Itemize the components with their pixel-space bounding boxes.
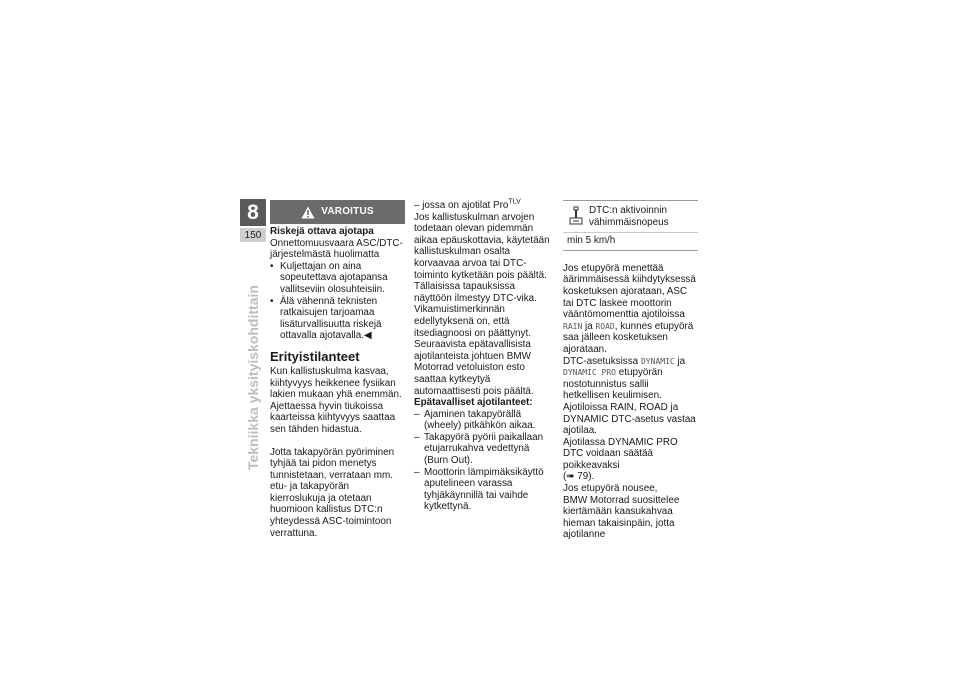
paragraph: Jos kallistuskulman arvojen todetaan olevan pidemmän aikaa epäuskottavia, käytetään kallistuskulman osalta korvaavaa arvoa tai DTC-toiminto kytketään pois päältä. Tällaisissa tapauksissa näyttöön ilmestyy DTC-vika. Vikamuistimerkinnän edellytyksenä on, että itsediagnoosi on päättynyt. [414, 211, 550, 339]
list-item: – Takapyörä pyörii paikallaan etujarrukahva vedettynä (Burn Out). [414, 432, 550, 467]
page-reference[interactable]: (➠ 79). [563, 471, 595, 483]
column-right [563, 200, 698, 541]
spec-table-header [563, 201, 698, 233]
spec-table-heading: DTC:n aktivoinnin vähimmäisnopeus [589, 205, 669, 228]
warning-triangle-icon [301, 206, 315, 219]
chapter-number: 8 [240, 199, 266, 226]
option-superscript: TLV [508, 198, 521, 206]
paragraph: Jotta takapyörän pyöriminen tyhjää tai pidon menetys tunnistetaan, verrataan mm. etu- ja takapyörän kierroslukuja ja otetaan huomioon kallistus DTC:n yhteydessä ASC-toimintoon verrattuna. [270, 446, 395, 539]
section-heading: Erityistilanteet [270, 348, 360, 364]
dash-list [414, 409, 550, 513]
spec-table [563, 200, 698, 251]
column-left [270, 200, 405, 539]
warning-banner [270, 200, 405, 224]
warning-intro: Onnettomuusvaara ASC/DTC-järjestelmästä huolimatta [270, 237, 403, 261]
paragraph [563, 356, 698, 402]
spec-table-value: min 5 km/h [567, 235, 616, 247]
paragraph: Seuraavista epätavallisista ajotilanteista johtuen BMW Motorrad vetoluiston esto saattaa kytkeytyä automaattisesti pois päältä. [414, 339, 534, 397]
paragraph: Ajotiloissa RAIN, ROAD ja DYNAMIC DTC-asetus vastaa ajotilaa. [563, 401, 696, 437]
paragraph-text: , kunnes etupyörä saa jälleen kosketuksen ajorataan. [563, 320, 694, 355]
list-continuation [414, 200, 550, 212]
paragraph-text: etupyörän nostotunnistus sallii hetkellisen keulimisen. [563, 367, 663, 402]
mode-label-rain: RAIN [563, 321, 583, 331]
paragraph-text: ja [677, 355, 686, 367]
page-number: 150 [240, 228, 266, 242]
paragraph [563, 263, 698, 356]
paragraph: Kun kallistuskulma kasvaa, kiihtyvyys heikkenee fysiikan lakien mukaan yhä enemmän. Ajettaessa hyvin tiukoissa kaarteissa kiihtyvyys saattaa sen tähden hidastua. [270, 365, 402, 435]
list-heading: Epätavalliset ajotilanteet: [414, 397, 533, 409]
paragraph: Jos etupyörä nousee, [563, 483, 658, 495]
warning-bullet-list [270, 261, 405, 342]
paragraph-text: Jos etupyörä menettää äärimmäisessä kiihdytyksessä kosketuksen ajorataan, ASC tai DTC laskee moottorin vääntömomenttia ajotiloissa [563, 262, 696, 321]
mode-label-dynamic: DYNAMIC [640, 356, 675, 366]
paragraph: Ajotilassa DYNAMIC PRO DTC voidaan säätää poikkeavaksi [563, 436, 678, 471]
paragraph-text: DTC-asetuksissa [563, 355, 639, 367]
wrench-info-icon [569, 206, 583, 226]
chapter-side-title: Tekniikka yksityiskohdittain [245, 285, 261, 470]
mode-label-road: ROAD [595, 321, 615, 331]
mode-label-dynamic-pro: DYNAMIC PRO [563, 368, 616, 378]
warning-heading: Riskejä ottava ajotapa [270, 226, 374, 237]
column-middle [414, 200, 550, 513]
paragraph-text: ja [585, 320, 593, 332]
list-item: – Ajaminen takapyörällä (wheely) pitkähkön aikaa. [414, 409, 550, 432]
list-continuation-text: – jossa on ajotilat Pro [414, 200, 509, 211]
warning-bullet: • Kuljettajan on aina sopeutettava ajotapansa vallitseviin olosuhteisiin. [270, 261, 405, 296]
list-item: – Moottorin lämpimäksikäyttö aputelineen varassa tyhjäkäynnillä tai vaihde kytkettynä. [414, 467, 550, 513]
warning-bullet: • Älä vähennä teknisten ratkaisujen tarjoamaa lisäturvallisuutta riskejä ottavalla ajotavalla.◀ [270, 296, 405, 342]
warning-label: VAROITUS [321, 206, 374, 218]
paragraph: BMW Motorrad suosittelee kiertämään kaasukahvaa hieman takaisinpäin, jotta ajotilanne [563, 494, 680, 541]
